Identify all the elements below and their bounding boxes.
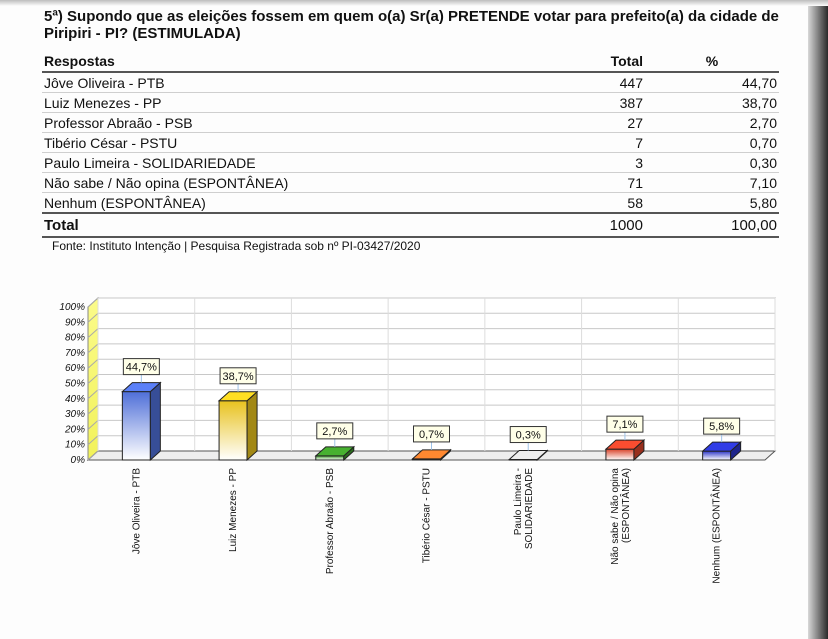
table-row	[42, 173, 779, 193]
y-tick-label: 70%	[64, 347, 85, 359]
bar	[122, 383, 160, 460]
bar-chart	[40, 290, 780, 610]
x-axis-categories	[131, 468, 722, 584]
row-percent: 7,10	[645, 173, 779, 193]
table-total-row	[42, 213, 779, 237]
row-total: 387	[551, 93, 645, 113]
total-count: 1000	[551, 213, 645, 237]
results-table	[42, 51, 779, 238]
row-label: Professor Abraão - PSB	[42, 113, 551, 133]
x-category-label	[710, 468, 723, 584]
y-tick-label: 50%	[64, 378, 85, 390]
x-category-line: (ESPONTÂNEA)	[620, 468, 632, 544]
data-label-text: 38,7%	[222, 370, 254, 383]
bar-side	[247, 392, 257, 460]
x-category-line: Professor Abraão - PSB	[324, 468, 336, 575]
bar-side	[150, 383, 160, 460]
row-total: 447	[551, 72, 645, 93]
y-axis-ticks	[59, 302, 85, 466]
row-total: 58	[551, 193, 645, 214]
header-percent: %	[645, 51, 779, 72]
row-total: 27	[551, 113, 645, 133]
x-category-label	[325, 468, 336, 574]
data-label-text: 0,3%	[515, 429, 541, 442]
row-label: Não sabe / Não opina (ESPONTÂNEA)	[42, 173, 551, 193]
page-edge-shadow	[808, 0, 828, 639]
y-tick-label: 10%	[64, 439, 85, 451]
bar-front	[122, 392, 150, 460]
row-label: Luiz Menezes - PP	[42, 93, 551, 113]
x-category-label	[513, 468, 535, 549]
x-category-line: Jôve Oliveira - PTB	[131, 468, 143, 555]
data-label-text: 44,7%	[125, 361, 157, 374]
y-tick-label: 40%	[64, 393, 85, 405]
y-tick-label: 80%	[64, 332, 85, 344]
row-percent: 0,30	[645, 153, 779, 173]
total-label: Total	[42, 213, 551, 237]
table-row	[42, 113, 779, 133]
table-header-row	[42, 51, 779, 72]
question-title: 5ª) Supondo que as eleições fossem em quem o(a) Sr(a) PRETENDE votar para prefeito(a) da cidade de Piripiri - PI? (ESTIMULADA)	[44, 8, 779, 42]
table-row	[42, 193, 779, 214]
data-label-text: 0,7%	[418, 428, 445, 441]
row-percent: 5,80	[645, 193, 779, 214]
total-percent: 100,00	[645, 213, 779, 237]
data-label-text: 2,7%	[322, 425, 348, 438]
bar-front	[219, 401, 247, 460]
header-total: Total	[551, 51, 645, 72]
x-category-line: SOLIDARIEDADE	[524, 468, 536, 550]
x-category-line: Tibério César - PSTU	[421, 468, 433, 564]
x-category-label	[422, 468, 433, 563]
row-total: 7	[551, 133, 645, 153]
y-tick-label: 20%	[64, 424, 85, 436]
table-row	[42, 72, 779, 93]
row-label: Jôve Oliveira - PTB	[42, 72, 551, 93]
x-category-label	[131, 468, 142, 554]
row-percent: 44,70	[645, 72, 779, 93]
table-row	[42, 93, 779, 113]
row-total: 3	[551, 153, 645, 173]
y-tick-label: 100%	[59, 302, 85, 313]
row-label: Nenhum (ESPONTÂNEA)	[42, 193, 551, 214]
row-percent: 2,70	[645, 113, 779, 133]
x-category-line: Luiz Menezes - PP	[228, 468, 240, 552]
page-top-shadow	[0, 0, 828, 6]
y-tick-label: 30%	[64, 409, 85, 421]
y-tick-label: 90%	[64, 317, 85, 329]
x-category-label	[228, 468, 239, 552]
x-category-line: Nenhum (ESPONTÂNEA)	[711, 468, 723, 584]
bar-front	[703, 451, 731, 460]
row-label: Paulo Limeira - SOLIDARIEDADE	[42, 153, 551, 173]
table-row	[42, 153, 779, 173]
row-total: 71	[551, 173, 645, 193]
table-row	[42, 133, 779, 153]
x-category-line: Não sabe / Não opina	[609, 468, 621, 565]
row-label: Tibério César - PSTU	[42, 133, 551, 153]
bar-front	[316, 456, 344, 460]
x-category-label	[610, 468, 632, 565]
bar	[219, 392, 257, 460]
bar-front	[606, 449, 634, 460]
data-label-text: 7,1%	[612, 419, 638, 432]
row-percent: 0,70	[645, 133, 779, 153]
row-percent: 38,70	[645, 93, 779, 113]
y-tick-label: 60%	[64, 363, 85, 375]
data-label-text: 5,8%	[709, 421, 735, 434]
x-category-line: Paulo Limeira -	[513, 468, 525, 536]
source-note: Fonte: Instituto Intenção | Pesquisa Registrada sob nº PI-03427/2020	[52, 239, 421, 253]
header-responses: Respostas	[42, 51, 551, 72]
y-tick-label: 0%	[70, 455, 85, 466]
